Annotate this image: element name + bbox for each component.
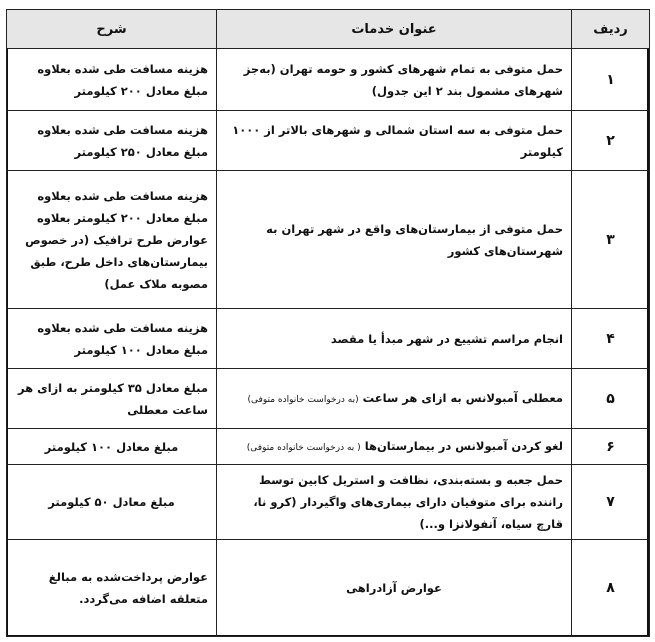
table-row bbox=[7, 465, 650, 540]
header-description: شرح bbox=[7, 10, 217, 49]
row-title-text: معطلی آمبولانس به ازای هر ساعت bbox=[362, 390, 563, 405]
row-index: ۳ bbox=[572, 171, 650, 309]
row-index: ۷ bbox=[572, 465, 650, 540]
row-description: مبلغ معادل ۵۰ کیلومتر bbox=[7, 465, 217, 540]
row-description: عوارض پرداخت‌شده به مبالغ متعلقه اضافه می‌گردد. bbox=[7, 540, 217, 637]
table-row bbox=[7, 171, 650, 309]
row-note: (به درخواست خانواده متوفی) bbox=[247, 394, 359, 405]
row-title-text: حمل متوفی از بیمارستان‌های واقع در شهر تهران به شهرستان‌های کشور bbox=[266, 221, 563, 258]
row-index: ۴ bbox=[572, 309, 650, 369]
row-title-text: انجام مراسم تشییع در شهر مبدأ یا مقصد bbox=[330, 331, 563, 346]
table-row bbox=[7, 369, 650, 429]
table-row bbox=[7, 111, 650, 171]
table-row bbox=[7, 49, 650, 111]
row-note: ( به درخواست خانواده متوفی) bbox=[246, 442, 361, 453]
row-index: ۶ bbox=[572, 429, 650, 465]
row-description: هزینه مسافت طی شده بعلاوه مبلغ معادل ۲۰۰ کیلومتر bbox=[7, 49, 217, 111]
header-title: عنوان خدمات bbox=[217, 10, 572, 49]
table-row bbox=[7, 309, 650, 369]
row-index: ۲ bbox=[572, 111, 650, 171]
row-title bbox=[217, 171, 572, 309]
row-title-text: حمل متوفی به تمام شهرهای کشور و حومه تهران (به‌جز شهرهای مشمول بند ۲ این جدول) bbox=[243, 61, 563, 98]
row-title bbox=[217, 111, 572, 171]
services-table bbox=[6, 9, 650, 637]
table-row bbox=[7, 540, 650, 637]
row-index: ۵ bbox=[572, 369, 650, 429]
table-row bbox=[7, 429, 650, 465]
row-index: ۱ bbox=[572, 49, 650, 111]
row-title-text: لغو کردن آمبولانس در بیمارستان‌ها bbox=[364, 438, 563, 453]
row-title bbox=[217, 540, 572, 637]
row-title bbox=[217, 465, 572, 540]
row-title-text: حمل جعبه و بسته‌بندی، نظافت و استریل کابین توسط راننده برای متوفیان دارای بیماری‌های واگیردار (کرو نا، قارچ سیاه، آنفولانزا و...) bbox=[253, 473, 563, 531]
row-index: ۸ bbox=[572, 540, 650, 637]
row-title bbox=[217, 309, 572, 369]
row-title bbox=[217, 369, 572, 429]
row-title-text: عوارض آزادراهی bbox=[346, 581, 442, 595]
row-description: مبلغ معادل ۱۰۰ کیلومتر bbox=[7, 429, 217, 465]
row-description: هزینه مسافت طی شده بعلاوه مبلغ معادل ۲۰۰ کیلومتر بعلاوه عوارض طرح ترافیک (در خصوص بیمارستان‌های داخل طرح، طبق مصوبه ملاک عمل) bbox=[7, 171, 217, 309]
row-title bbox=[217, 49, 572, 111]
row-title-text: حمل متوفی به سه استان شمالی و شهرهای بالاتر از ۱۰۰۰ کیلومتر bbox=[232, 122, 563, 159]
row-description: هزینه مسافت طی شده بعلاوه مبلغ معادل ۱۰۰ کیلومتر bbox=[7, 309, 217, 369]
row-description: مبلغ معادل ۳۵ کیلومتر به ازای هر ساعت معطلی bbox=[7, 369, 217, 429]
row-description: هزینه مسافت طی شده بعلاوه مبلغ معادل ۲۵۰ کیلومتر bbox=[7, 111, 217, 171]
table-header-row bbox=[7, 10, 650, 49]
row-title bbox=[217, 429, 572, 465]
header-index: ردیف bbox=[572, 10, 650, 49]
